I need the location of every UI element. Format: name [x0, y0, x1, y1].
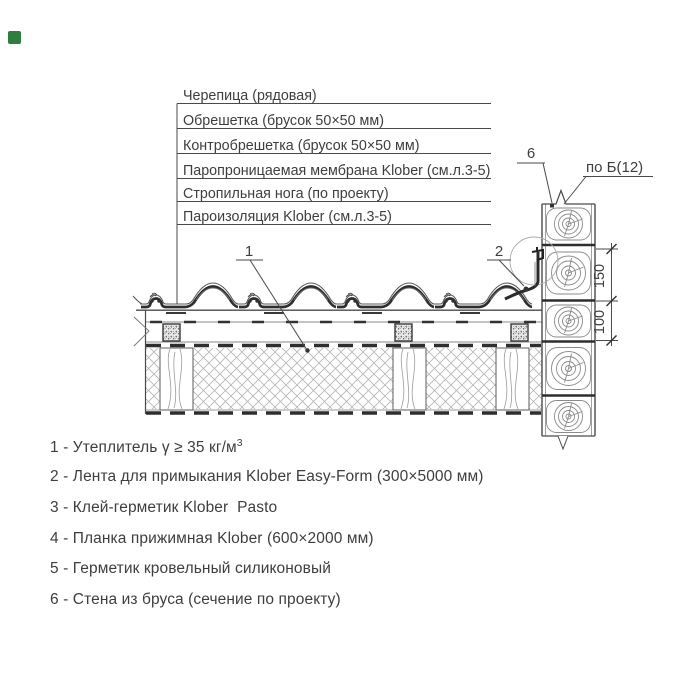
legend-item-1-text: 1 - Утеплитель γ ≥ 35 кг/м — [50, 439, 237, 457]
log-rings — [547, 401, 591, 433]
section-reference-label: по Б(12) — [586, 159, 644, 176]
sealant-dot — [524, 287, 529, 292]
legend-item-1 — [50, 437, 243, 457]
detail-callout-circle — [510, 237, 558, 285]
label-counter-battens: Контробрешетка (брусок 50×50 мм) — [183, 138, 420, 154]
label-membrane: Паропроницаемая мембрана Klober (см.л.3-5) — [183, 163, 491, 179]
legend-item-6: 6 - Стена из бруса (сечение по проекту) — [50, 591, 341, 608]
legend-item-1-sup: 3 — [236, 437, 243, 449]
callout-2-tape: 2 — [494, 243, 504, 260]
dimension-chain — [592, 243, 618, 346]
timber-wall — [542, 191, 595, 450]
roof-section — [133, 283, 542, 414]
label-tiles: Черепица (рядовая) — [183, 88, 317, 104]
legend-item-2: 2 - Лента для примыкания Klober Easy-Form (300×5000 мм) — [50, 468, 484, 485]
label-vapor-barrier: Пароизоляция Klober (см.л.3-5) — [183, 209, 392, 225]
counter-batten-block — [163, 324, 180, 341]
counter-batten-block — [395, 324, 412, 341]
insulation-layer — [145, 348, 542, 410]
dimension-150: 150 — [592, 263, 608, 289]
log-rings — [547, 252, 591, 294]
wall-bottom-break-mark — [558, 436, 568, 449]
dimension-100: 100 — [592, 309, 608, 335]
log-rings — [547, 305, 591, 337]
legend-item-3: 3 - Клей-герметик Klober Pasto — [50, 499, 278, 516]
legend-item-5: 5 - Герметик кровельный силиконовый — [50, 560, 331, 577]
log-rings — [547, 208, 591, 240]
label-battens: Обрешетка (брусок 50×50 мм) — [183, 113, 384, 129]
counter-batten-block — [511, 324, 528, 341]
log-rings — [547, 348, 591, 390]
layer-label-block — [177, 88, 491, 304]
callout-6-wall: 6 — [526, 145, 536, 162]
label-rafter: Стропильная нога (по проекту) — [183, 186, 389, 202]
roof-tiles — [133, 283, 540, 313]
counter-batten-band — [145, 322, 542, 342]
legend-item-4: 4 - Планка прижимная Klober (600×2000 мм) — [50, 530, 374, 547]
callout-1-insulation: 1 — [244, 243, 254, 260]
